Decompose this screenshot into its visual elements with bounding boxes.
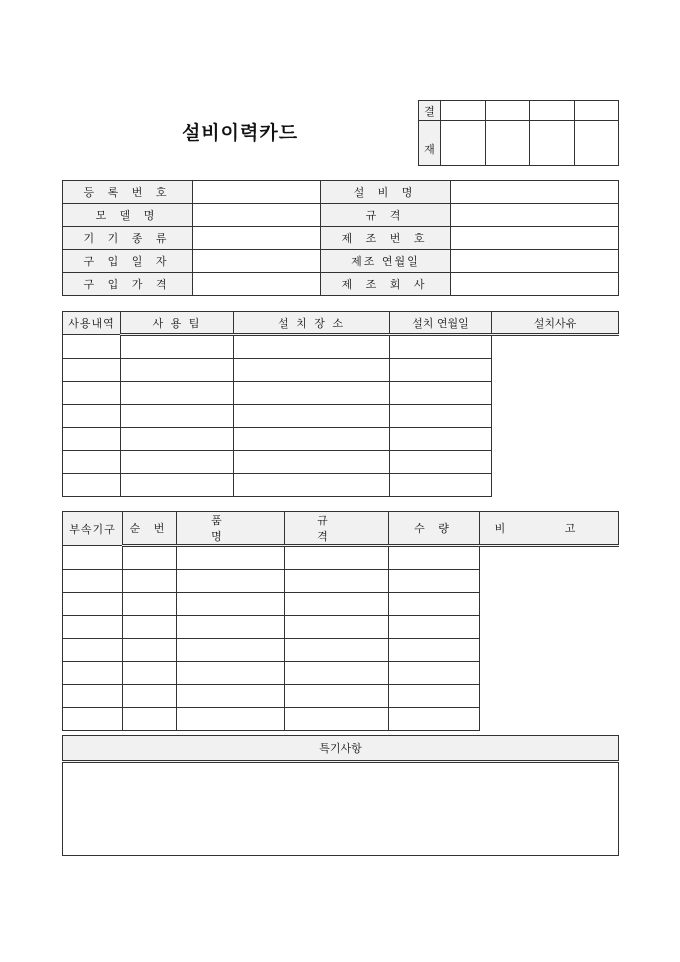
- accessories-table: [62, 511, 619, 731]
- parts-cell[interactable]: [389, 570, 480, 593]
- usage-cell[interactable]: [390, 428, 492, 451]
- usage-cell[interactable]: [121, 405, 234, 428]
- usage-cell[interactable]: [390, 474, 492, 497]
- parts-row: [63, 616, 619, 639]
- parts-cell[interactable]: [63, 639, 123, 662]
- parts-cell[interactable]: [389, 639, 480, 662]
- parts-cell[interactable]: [285, 662, 389, 685]
- approval-label-bottom: 재: [419, 121, 441, 166]
- approval-cell[interactable]: [530, 101, 575, 121]
- parts-cell[interactable]: [285, 616, 389, 639]
- info-value-field[interactable]: [451, 181, 619, 204]
- parts-cell[interactable]: [123, 570, 177, 593]
- parts-cell[interactable]: [177, 662, 285, 685]
- parts-header: 수 량: [389, 512, 480, 546]
- parts-cell[interactable]: [123, 685, 177, 708]
- info-value-field[interactable]: [193, 227, 321, 250]
- parts-side-label: 부속기구: [63, 512, 123, 546]
- parts-cell[interactable]: [177, 685, 285, 708]
- usage-cell[interactable]: [121, 474, 234, 497]
- parts-cell[interactable]: [389, 593, 480, 616]
- usage-row: [63, 405, 619, 428]
- parts-row: [63, 685, 619, 708]
- info-value-field[interactable]: [451, 227, 619, 250]
- usage-cell[interactable]: [63, 405, 121, 428]
- usage-cell[interactable]: [234, 382, 390, 405]
- usage-cell[interactable]: [234, 359, 390, 382]
- parts-cell[interactable]: [177, 639, 285, 662]
- parts-cell[interactable]: [177, 570, 285, 593]
- parts-header: 규 격: [285, 512, 389, 546]
- page-title: 설비이력카드: [181, 122, 299, 144]
- parts-cell[interactable]: [285, 546, 389, 570]
- parts-row: [63, 662, 619, 685]
- usage-row: [63, 451, 619, 474]
- parts-cell[interactable]: [123, 593, 177, 616]
- usage-cell[interactable]: [63, 382, 121, 405]
- parts-cell[interactable]: [285, 639, 389, 662]
- info-label: 구 입 가 격: [63, 273, 193, 296]
- info-value-field[interactable]: [193, 204, 321, 227]
- info-value-field[interactable]: [193, 181, 321, 204]
- info-value-field[interactable]: [451, 250, 619, 273]
- usage-cell[interactable]: [63, 335, 121, 359]
- signature-cell[interactable]: [530, 121, 575, 166]
- parts-cell[interactable]: [389, 685, 480, 708]
- parts-cell[interactable]: [389, 546, 480, 570]
- info-label: 규 격: [321, 204, 451, 227]
- signature-cell[interactable]: [485, 121, 530, 166]
- info-label: 설 비 명: [321, 181, 451, 204]
- notes-body-field[interactable]: [63, 762, 619, 856]
- parts-row: [63, 639, 619, 662]
- notes-header: 특기사항: [63, 736, 619, 762]
- info-label: 제 조 회 사: [321, 273, 451, 296]
- usage-cell[interactable]: [63, 451, 121, 474]
- approval-cell[interactable]: [574, 101, 619, 121]
- parts-row: [63, 593, 619, 616]
- parts-cell[interactable]: [63, 708, 123, 731]
- usage-cell[interactable]: [121, 335, 234, 359]
- equipment-info-table: [62, 180, 619, 296]
- parts-cell[interactable]: [63, 593, 123, 616]
- usage-row: [63, 335, 619, 359]
- parts-cell[interactable]: [285, 685, 389, 708]
- info-value-field[interactable]: [451, 204, 619, 227]
- usage-cell[interactable]: [390, 382, 492, 405]
- parts-header: 품 명: [177, 512, 285, 546]
- parts-cell[interactable]: [389, 708, 480, 731]
- approval-cell[interactable]: [441, 101, 486, 121]
- usage-row: [63, 474, 619, 497]
- usage-cell[interactable]: [234, 405, 390, 428]
- info-label: 제 조 번 호: [321, 227, 451, 250]
- usage-cell[interactable]: [390, 451, 492, 474]
- parts-cell[interactable]: [389, 616, 480, 639]
- parts-cell[interactable]: [177, 546, 285, 570]
- usage-cell[interactable]: [121, 428, 234, 451]
- usage-cell[interactable]: [121, 451, 234, 474]
- usage-cell[interactable]: [390, 335, 492, 359]
- signature-cell[interactable]: [441, 121, 486, 166]
- usage-cell[interactable]: [234, 428, 390, 451]
- parts-cell[interactable]: [177, 708, 285, 731]
- parts-cell[interactable]: [63, 685, 123, 708]
- parts-cell[interactable]: [123, 546, 177, 570]
- usage-cell[interactable]: [63, 428, 121, 451]
- usage-cell[interactable]: [234, 451, 390, 474]
- parts-header: 순 번: [123, 512, 177, 546]
- parts-cell[interactable]: [285, 708, 389, 731]
- parts-cell[interactable]: [177, 593, 285, 616]
- parts-row: [63, 546, 619, 570]
- signature-cell[interactable]: [574, 121, 619, 166]
- parts-cell[interactable]: [63, 546, 123, 570]
- parts-cell[interactable]: [63, 570, 123, 593]
- parts-row: [63, 708, 619, 731]
- parts-cell[interactable]: [285, 593, 389, 616]
- usage-cell[interactable]: [390, 405, 492, 428]
- parts-cell[interactable]: [63, 616, 123, 639]
- parts-cell[interactable]: [123, 708, 177, 731]
- usage-row: [63, 382, 619, 405]
- parts-row: [63, 570, 619, 593]
- usage-history-table: [62, 311, 619, 497]
- usage-header: 설 치 장 소: [234, 312, 390, 335]
- parts-cell[interactable]: [63, 662, 123, 685]
- info-value-field[interactable]: [193, 250, 321, 273]
- info-value-field[interactable]: [193, 273, 321, 296]
- usage-cell[interactable]: [234, 474, 390, 497]
- approval-cell[interactable]: [485, 101, 530, 121]
- parts-header: 비 고: [480, 512, 619, 546]
- usage-header: 설치사유: [492, 312, 619, 335]
- special-notes-table: [62, 735, 619, 856]
- parts-cell[interactable]: [177, 616, 285, 639]
- approval-box: [418, 100, 619, 166]
- parts-cell[interactable]: [123, 662, 177, 685]
- info-label: 제조 연월일: [321, 250, 451, 273]
- usage-cell[interactable]: [121, 359, 234, 382]
- usage-side-label: 사용내역: [63, 312, 121, 335]
- info-label: 등 록 번 호: [63, 181, 193, 204]
- approval-label-top: 결: [419, 101, 441, 121]
- info-value-field[interactable]: [451, 273, 619, 296]
- usage-cell[interactable]: [63, 474, 121, 497]
- usage-row: [63, 359, 619, 382]
- usage-cell[interactable]: [63, 359, 121, 382]
- parts-cell[interactable]: [123, 616, 177, 639]
- parts-cell[interactable]: [389, 662, 480, 685]
- parts-cell[interactable]: [123, 639, 177, 662]
- usage-cell[interactable]: [234, 335, 390, 359]
- usage-header: 설치 연월일: [390, 312, 492, 335]
- usage-row: [63, 428, 619, 451]
- info-label: 기 기 종 류: [63, 227, 193, 250]
- info-label: 구 입 일 자: [63, 250, 193, 273]
- usage-cell[interactable]: [121, 382, 234, 405]
- parts-cell[interactable]: [285, 570, 389, 593]
- usage-cell[interactable]: [390, 359, 492, 382]
- usage-header: 사 용 팀: [121, 312, 234, 335]
- info-label: 모 델 명: [63, 204, 193, 227]
